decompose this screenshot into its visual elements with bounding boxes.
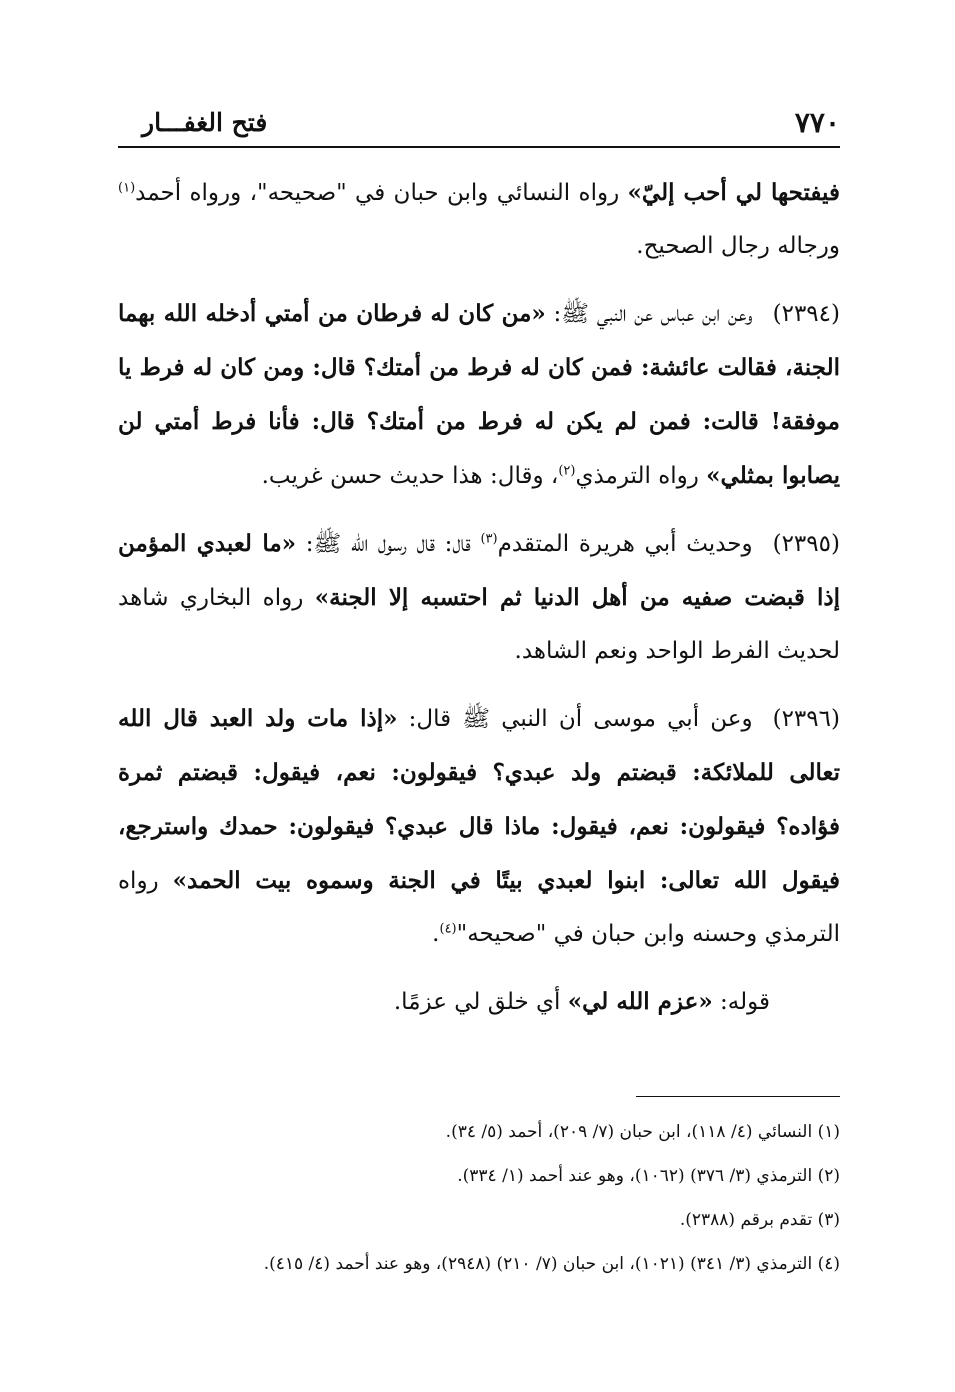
footnote-separator: [636, 1096, 840, 1097]
hadith-number: (٢٣٩٥): [772, 531, 840, 557]
hadith-intro: وعن أبي موسى أن النبي ﷺ قال:: [397, 706, 753, 732]
hadith-text: «ما لعبدي المؤمن إذا قبضت صفيه من أهل الدنيا ثم احتسبه إلا الجنة»: [118, 530, 840, 611]
footnotes: [118, 1110, 840, 1286]
source-tail: ، وقال: هذا حديث حسن غريب.: [261, 463, 559, 489]
footnote-ref-4[interactable]: (٤): [439, 921, 457, 937]
comment-intro: قوله:: [712, 989, 770, 1015]
source-tail: ورجاله رجال الصحيح.: [636, 233, 840, 259]
header-rule: [118, 146, 840, 148]
footnote-ref-2[interactable]: (٢): [558, 463, 576, 479]
hadith-number: (٢٣٩٦): [772, 706, 840, 732]
main-text: [118, 166, 840, 1043]
source-text: رواه الترمذي: [575, 463, 707, 489]
hadith-intro: وحديث أبي هريرة المتقدم: [497, 531, 753, 557]
book-title: فتح الغفـــار: [142, 108, 268, 137]
source-text: رواه الترمذي وحسنه وابن حبان في "صحيحه": [118, 868, 840, 947]
source-text: رواه البخاري شاهد لحديث الفرط الواحد ونعم الشاهد.: [118, 585, 840, 664]
comment-text: أي خلق لي عزمًا.: [393, 989, 568, 1015]
hadith-text: «إذا مات ولد العبد قال الله تعالى للملائكة: قبضتم ولد عبدي؟ فيقولون: نعم، فيقول: قبضتم ثمرة فؤاده؟ فيقولون: نعم، فيقول: ماذا قال عبدي؟ فيقولون: حمدك واسترجع، فيقول الله تعالى: ابنوا لعبدي بيتًا في الجنة وسموه بيت الحمد»: [118, 705, 841, 894]
footnote-4: (٤) الترمذي (٣/ ٣٤١) (١٠٢١)، ابن حبان (٧/ ٢١٠) (٢٩٤٨)، وهو عند أحمد (٤/ ٤١٥).: [263, 1254, 840, 1274]
hadith-text: فيفتحها لي أحب إليّ»: [627, 179, 840, 206]
footnote-1: (١) النسائي (٤/ ١١٨)، ابن حبان (٧/ ٢٠٩)، أحمد (٥/ ٣٤).: [445, 1122, 840, 1142]
commentary: [118, 975, 840, 1029]
hadith-text: «من كان له فرطان من أمتي أدخله الله بهما الجنة، فقالت عائشة: فمن كان له فرط من أمتك؟ قال: ومن كان له فرط يا موفقة! قالت: فمن لم يكن له فرط من أمتك؟ قال: فأنا فرط أمتي لن يصابوا بمثلي»: [118, 300, 840, 489]
paragraph-hadith-2396: [118, 692, 840, 961]
hadith-intro: وعن ابن عباس عن النبي ﷺ:: [545, 301, 753, 327]
paragraph-hadith-2394: [118, 287, 840, 503]
footnote-2: (٢) الترمذي (٣/ ٣٧٦) (١٠٦٢)، وهو عند أحمد (١/ ٣٣٤).: [457, 1166, 840, 1186]
footnote-ref-1[interactable]: (١): [118, 180, 136, 196]
hadith-number: (٢٣٩٤): [772, 301, 840, 327]
page-number: ٧٧٠: [794, 106, 840, 139]
footnote-3: (٣) تقدم برقم (٢٣٨٨).: [679, 1210, 840, 1230]
comment-quote: «عزم الله لي»: [567, 988, 713, 1015]
paragraph-continuation: [118, 166, 840, 273]
footnote-ref-3[interactable]: (٣): [480, 531, 498, 547]
paragraph-hadith-2395: [118, 517, 840, 678]
page-header: [118, 98, 840, 148]
source-text: رواه النسائي وابن حبان في "صحيحه"، ورواه أحمد: [135, 180, 628, 206]
hadith-intro-cont: قال: قال رسول الله ﷺ:: [296, 531, 481, 557]
source-tail: .: [432, 921, 440, 947]
